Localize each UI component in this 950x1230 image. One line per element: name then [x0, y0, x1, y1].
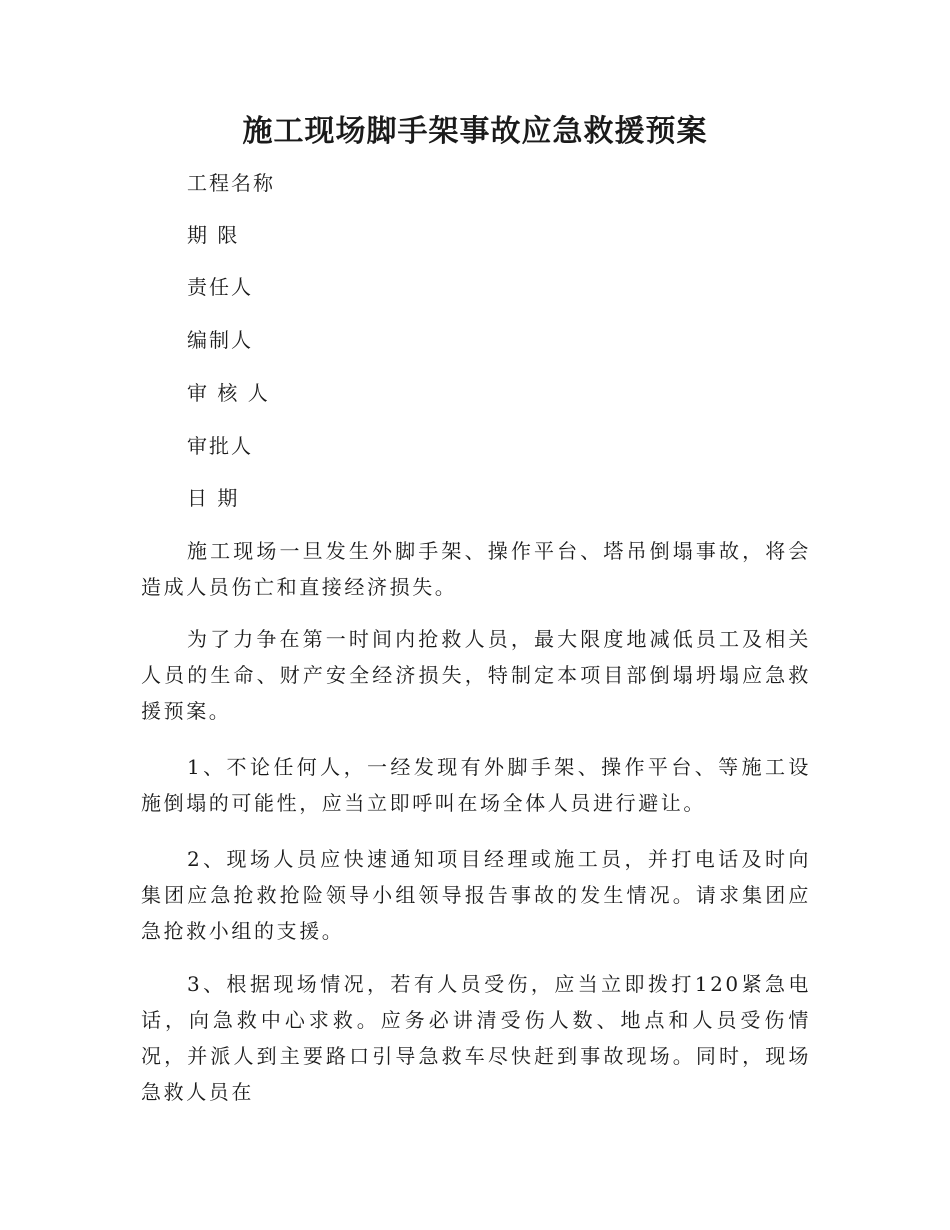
paragraph-step-2: 2、现场人员应快速通知项目经理或施工员，并打电话及时向集团应急抢救抢险领导小组领导报告事故的发生情况。请求集团应急抢救小组的支援。 [141, 847, 811, 943]
field-approver: 审批人 [187, 434, 253, 458]
field-compiler: 编制人 [187, 328, 253, 352]
field-responsible-person: 责任人 [187, 275, 253, 299]
field-reviewer: 审 核 人 [187, 381, 270, 405]
field-project-name: 工程名称 [187, 171, 275, 195]
paragraph-step-3: 3、根据现场情况，若有人员受伤，应当立即拨打120紧急电话，向急救中心求救。应务必讲清受伤人数、地点和人员受伤情况，并派人到主要路口引导急救车尽快赶到事故现场。同时，现场急救人员在 [141, 972, 811, 1104]
document-title: 施工现场脚手架事故应急救援预案 [242, 114, 708, 149]
field-date: 日 期 [187, 486, 240, 510]
paragraph-purpose: 为了力争在第一时间内抢救人员，最大限度地减低员工及相关人员的生命、财产安全经济损失，特制定本项目部倒塌坍塌应急救援预案。 [141, 627, 811, 723]
field-term: 期 限 [187, 223, 240, 247]
paragraph-step-1: 1、不论任何人，一经发现有外脚手架、操作平台、等施工设施倒塌的可能性，应当立即呼叫在场全体人员进行避让。 [141, 755, 811, 815]
paragraph-intro: 施工现场一旦发生外脚手架、操作平台、塔吊倒塌事故，将会造成人员伤亡和直接经济损失。 [141, 539, 811, 599]
